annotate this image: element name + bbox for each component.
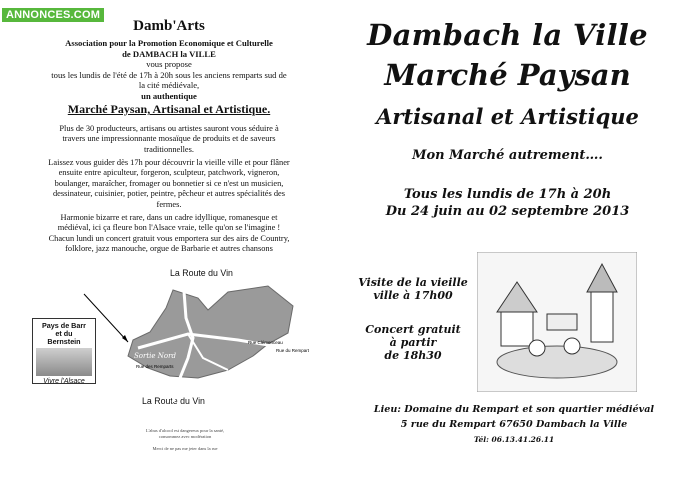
market-title: Marché Paysan, Artisanal et Artistique.: [67, 102, 271, 116]
market-subtitle: Artisanal et Artistique: [376, 104, 639, 129]
paragraph-harmony: Harmonie bizarre et rare, dans un cadre idyllique, romanesque et médiéval, ici ça fleure bon l'Alsace vraie, telle qu'on se l'imagine ! Chacun lundi un concert gratuit vous emportera sur des airs de Country, folklore, jazz manouche, orgue de Barbarie et autres chansons: [48, 213, 290, 254]
slogan: Mon Marché autrement….: [412, 148, 603, 163]
event-dates: Tous les lundis de 17h à 20h Du 24 juin au 02 septembre 2013: [385, 187, 630, 219]
location-block: Lieu: Domaine du Rempart et son quartier médiéval 5 rue du Rempart 67650 Dambach la Ville Tél: 06.13.41.26.11: [358, 402, 670, 447]
figure-head: [529, 340, 545, 356]
concert-info: Concert gratuit à partir de 18h30: [365, 323, 461, 362]
litter-notice: Merci de ne pas me jeter dans la rue: [152, 446, 218, 451]
map-road-label-bottom: La Route du Vin: [142, 396, 205, 406]
watermark: ANNONCES.COM: [2, 8, 104, 22]
market-illustration: [477, 252, 637, 392]
association-name: Association pour la Promotion Economique et Culturelle de DAMBACH la VILLE: [65, 38, 273, 59]
alcohol-notice: L'abus d'alcool est dangereux pour la santé, consommez avec modération: [145, 428, 225, 439]
logo-landscape-image: [36, 348, 92, 376]
phone-number: Tél: 06.13.41.26.11: [473, 435, 555, 444]
map-road-label-top: La Route du Vin: [170, 268, 233, 278]
street-label-rempart: Rue du Rempart: [276, 348, 310, 353]
paragraph-producers: Plus de 30 producteurs, artisans ou artistes sauront vous séduire à travers une impressionnante mosaïque de produits et de saveurs traditionnelles.: [59, 124, 279, 154]
visit-info: Visite de la vieille ville à 17h00: [358, 276, 468, 302]
paragraph-guide: Laissez vous guider dès 17h pour découvrir la vieille ville et pour flâner ensuite entre apiculteur, forgeron, sculpteur, patchwork, vigneron, boulanger, maraîcher, fromager ou bonnetier si ce n'est un musicien, dessinateur, cuisinier, potier, peintre, pêcheur et autres spécialités des fermes.: [48, 158, 290, 209]
marker-label: Sortie Nord: [134, 352, 176, 360]
pays-de-barr-logo: Pays de Barr et du Bernstein Vivre l'Alsace: [32, 318, 96, 384]
market-crowd: [497, 346, 617, 378]
town-title: Dambach la Ville: [367, 18, 648, 52]
town-map: [78, 278, 318, 402]
intro-text: vous propose tous les lundis de l'été de 17h à 20h sous les anciens remparts sud de la cité médiévale, un authentique: [51, 59, 287, 101]
tower: [591, 292, 613, 342]
street-label-clemenceau: Rue Clémenceau: [248, 340, 283, 345]
association-title: Damb'Arts: [133, 18, 205, 34]
figure-head-2: [564, 338, 580, 354]
market-title-large: Marché Paysan: [384, 58, 631, 92]
house: [501, 312, 533, 346]
stall: [547, 314, 577, 330]
street-label-remparts: Rue des Remparts: [136, 364, 174, 369]
